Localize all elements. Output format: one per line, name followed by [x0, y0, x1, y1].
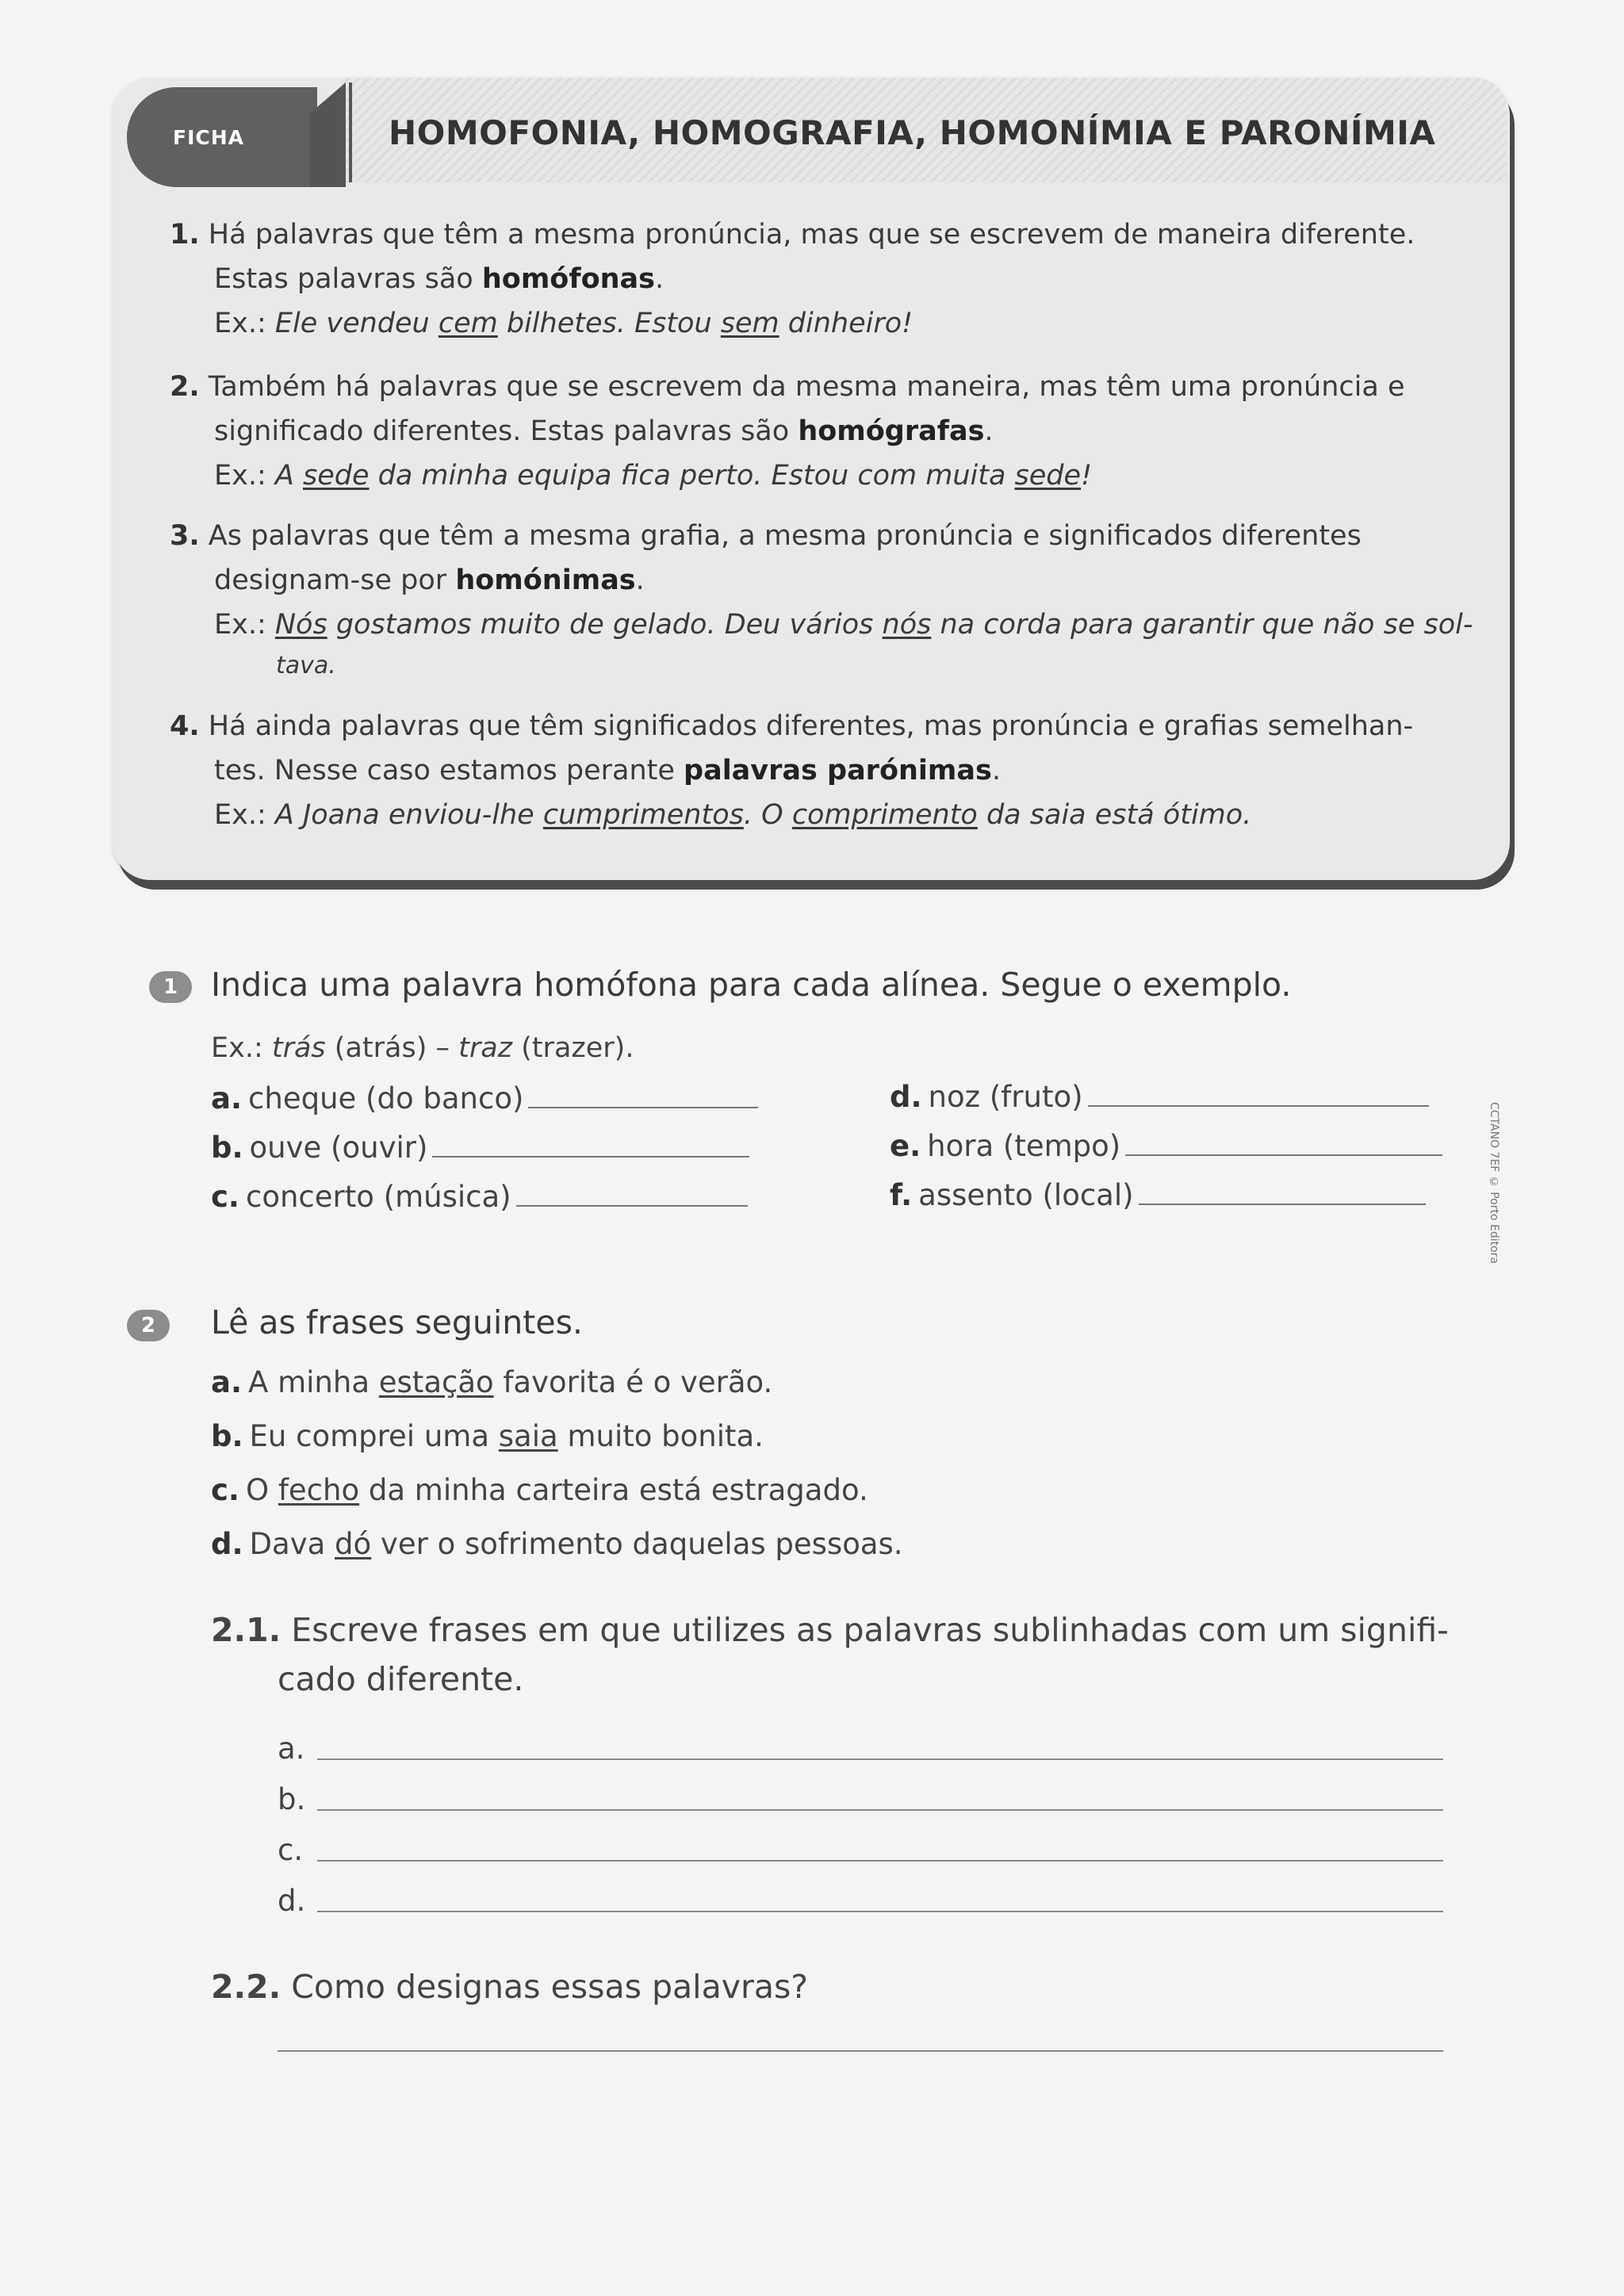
exercise-1-item-d — [890, 1080, 1429, 1114]
rule-text: . — [635, 564, 645, 596]
sentence-text: ver o sofrimento daquelas pessoas. — [371, 1527, 903, 1561]
example-underlined: comprimento — [791, 799, 978, 831]
sentence-text: O — [246, 1473, 278, 1507]
rule-number: 2. — [170, 371, 200, 403]
item-text: concerto (música) — [246, 1180, 511, 1214]
page-title: HOMOFONIA, HOMOGRAFIA, HOMONÍMIA E PARONÍMIA — [389, 113, 1436, 152]
rule-text: . — [991, 755, 1001, 786]
sentence-d — [211, 1527, 903, 1561]
exercise-2-instruction: Lê as frases seguintes. — [211, 1303, 583, 1341]
sentence-a — [211, 1365, 772, 1399]
answer-blank[interactable] — [1139, 1180, 1426, 1205]
example-label: Ex.: — [214, 609, 275, 641]
example-text: (trazer). — [512, 1032, 634, 1064]
answer-line-d[interactable] — [317, 1911, 1443, 1912]
question-2-1 — [211, 1611, 1449, 1649]
example-text: (atrás) – — [325, 1032, 459, 1064]
item-letter: c. — [211, 1473, 239, 1507]
rule-text: Estas palavras são — [214, 263, 482, 295]
sentence-text: da minha carteira está estragado. — [359, 1473, 868, 1507]
example-text: . O — [743, 799, 792, 831]
exercise-1-example — [211, 1032, 634, 1064]
item-letter: e. — [890, 1129, 921, 1163]
ficha-label: FICHA — [173, 125, 244, 149]
sentence-b — [211, 1419, 764, 1453]
side-credit: CCTANO 7EF © Porto Editora — [1488, 1102, 1500, 1265]
example-text: ! — [1081, 460, 1093, 492]
example-label: Ex.: — [214, 460, 275, 492]
rule-text: designam-se por — [214, 564, 456, 596]
ficha-tab — [127, 87, 317, 187]
example-text: traz — [458, 1032, 513, 1064]
question-2-1-line2: cado diferente. — [278, 1660, 524, 1698]
example-text: dinheiro! — [779, 308, 914, 339]
sentence-underlined: saia — [498, 1419, 558, 1453]
rule-text: Também há palavras que se escrevem da mesma maneira, mas têm uma pronúncia e — [208, 371, 1405, 403]
exercise-1-instruction: Indica uma palavra homófona para cada alínea. Segue o exemplo. — [211, 966, 1292, 1004]
item-letter: b. — [211, 1419, 243, 1453]
example-text: A — [274, 460, 303, 492]
item-letter: d. — [211, 1527, 243, 1561]
rule-number: 3. — [170, 520, 200, 552]
rule-text: As palavras que têm a mesma grafia, a mesma pronúncia e significados diferentes — [208, 520, 1362, 552]
rule-term: homófonas — [481, 263, 655, 295]
rule-number: 4. — [170, 710, 200, 742]
example-underlined: cem — [438, 308, 498, 339]
sentence-underlined: estação — [378, 1365, 494, 1399]
sentence-text: favorita é o verão. — [493, 1365, 773, 1399]
sentence-c — [211, 1473, 868, 1507]
item-text: ouve (ouvir) — [249, 1131, 428, 1165]
rule-text: Há ainda palavras que têm significados diferentes, mas pronúncia e grafias semelhan- — [208, 710, 1414, 742]
item-letter: c. — [211, 1180, 239, 1214]
example-underlined: cumprimentos — [542, 799, 744, 831]
rule-text: Há palavras que têm a mesma pronúncia, mas que se escrevem de maneira diferente. — [208, 219, 1415, 251]
item-text: cheque (do banco) — [248, 1081, 524, 1115]
example-underlined: nós — [882, 609, 932, 641]
sentence-underlined: dó — [335, 1527, 372, 1561]
rule-text: tes. Nesse caso estamos perante — [214, 755, 684, 786]
rule-term: homónimas — [455, 564, 636, 596]
example-text: trás — [271, 1032, 326, 1064]
rule-4 — [170, 704, 1413, 837]
example-text: tava. — [276, 652, 336, 679]
answer-label-c: c. — [278, 1833, 304, 1867]
exercise-1-item-b — [211, 1131, 749, 1165]
example-text: bilhetes. Estou — [497, 308, 721, 339]
exercise-number: 2 — [140, 1314, 156, 1337]
answer-line-b[interactable] — [317, 1809, 1443, 1811]
answer-blank[interactable] — [1088, 1081, 1429, 1107]
example-text: da minha equipa fica perto. Estou com muita — [369, 460, 1015, 492]
item-text: hora (tempo) — [927, 1129, 1121, 1163]
item-text: assento (local) — [918, 1178, 1134, 1212]
answer-blank[interactable] — [432, 1132, 749, 1158]
exercise-1-badge — [149, 971, 192, 1003]
rule-text: significado diferentes. Estas palavras são — [214, 415, 799, 447]
answer-label-b: b. — [278, 1782, 306, 1816]
item-text: noz (fruto) — [928, 1080, 1083, 1114]
example-underlined: sede — [1014, 460, 1082, 492]
example-text: da saia está ótimo. — [977, 799, 1252, 831]
example-label: Ex.: — [214, 799, 275, 831]
exercise-2-badge — [127, 1310, 170, 1341]
question-2-2 — [211, 1968, 808, 2006]
answer-line-2-2[interactable] — [278, 2050, 1443, 2052]
rule-term: palavras parónimas — [684, 755, 992, 786]
sentence-text: Dava — [249, 1527, 335, 1561]
question-number: 2.1. — [211, 1611, 282, 1649]
sentence-text: muito bonita. — [557, 1419, 764, 1453]
example-text: A Joana enviou-lhe — [274, 799, 543, 831]
rule-2 — [170, 365, 1404, 498]
question-number: 2.2. — [211, 1968, 282, 2006]
answer-line-c[interactable] — [317, 1860, 1443, 1862]
example-text: Ele vendeu — [274, 308, 439, 339]
item-letter: f. — [890, 1178, 913, 1212]
item-letter: b. — [211, 1131, 243, 1165]
answer-blank[interactable] — [528, 1083, 758, 1108]
rule-term: homógrafas — [798, 415, 985, 447]
example-label: Ex.: — [214, 308, 275, 339]
exercise-1-item-c — [211, 1180, 748, 1214]
answer-blank[interactable] — [1125, 1131, 1442, 1156]
example-text: na corda para garantir que não se sol- — [931, 609, 1473, 641]
example-underlined: Nós — [274, 609, 327, 641]
rule-1 — [170, 212, 1415, 346]
exercise-1-item-e — [890, 1129, 1442, 1163]
answer-label-d: d. — [278, 1884, 306, 1918]
sentence-text: A minha — [248, 1365, 379, 1399]
page-title-box — [349, 82, 1507, 182]
item-letter: d. — [890, 1080, 922, 1114]
answer-blank[interactable] — [516, 1181, 748, 1207]
question-text: Como designas essas palavras? — [291, 1968, 809, 2006]
example-underlined: sede — [302, 460, 370, 492]
exercise-1-item-f — [890, 1178, 1426, 1212]
rule-number: 1. — [170, 219, 200, 251]
item-letter: a. — [211, 1365, 243, 1399]
rule-text: . — [984, 415, 994, 447]
sentence-underlined: fecho — [278, 1473, 360, 1507]
answer-label-a: a. — [278, 1732, 305, 1766]
question-text: Escreve frases em que utilizes as palavras sublinhadas com um signifi- — [291, 1611, 1449, 1649]
item-letter: a. — [211, 1081, 243, 1115]
example-label: Ex.: — [211, 1032, 272, 1064]
answer-line-a[interactable] — [317, 1758, 1443, 1760]
example-text: gostamos muito de gelado. Deu vários — [327, 609, 883, 641]
sentence-text: Eu comprei uma — [249, 1419, 499, 1453]
exercise-number: 1 — [163, 975, 178, 999]
exercise-1-item-a — [211, 1081, 758, 1115]
rule-3 — [170, 514, 1473, 685]
example-underlined: sem — [720, 308, 779, 339]
rule-text: . — [654, 263, 665, 295]
